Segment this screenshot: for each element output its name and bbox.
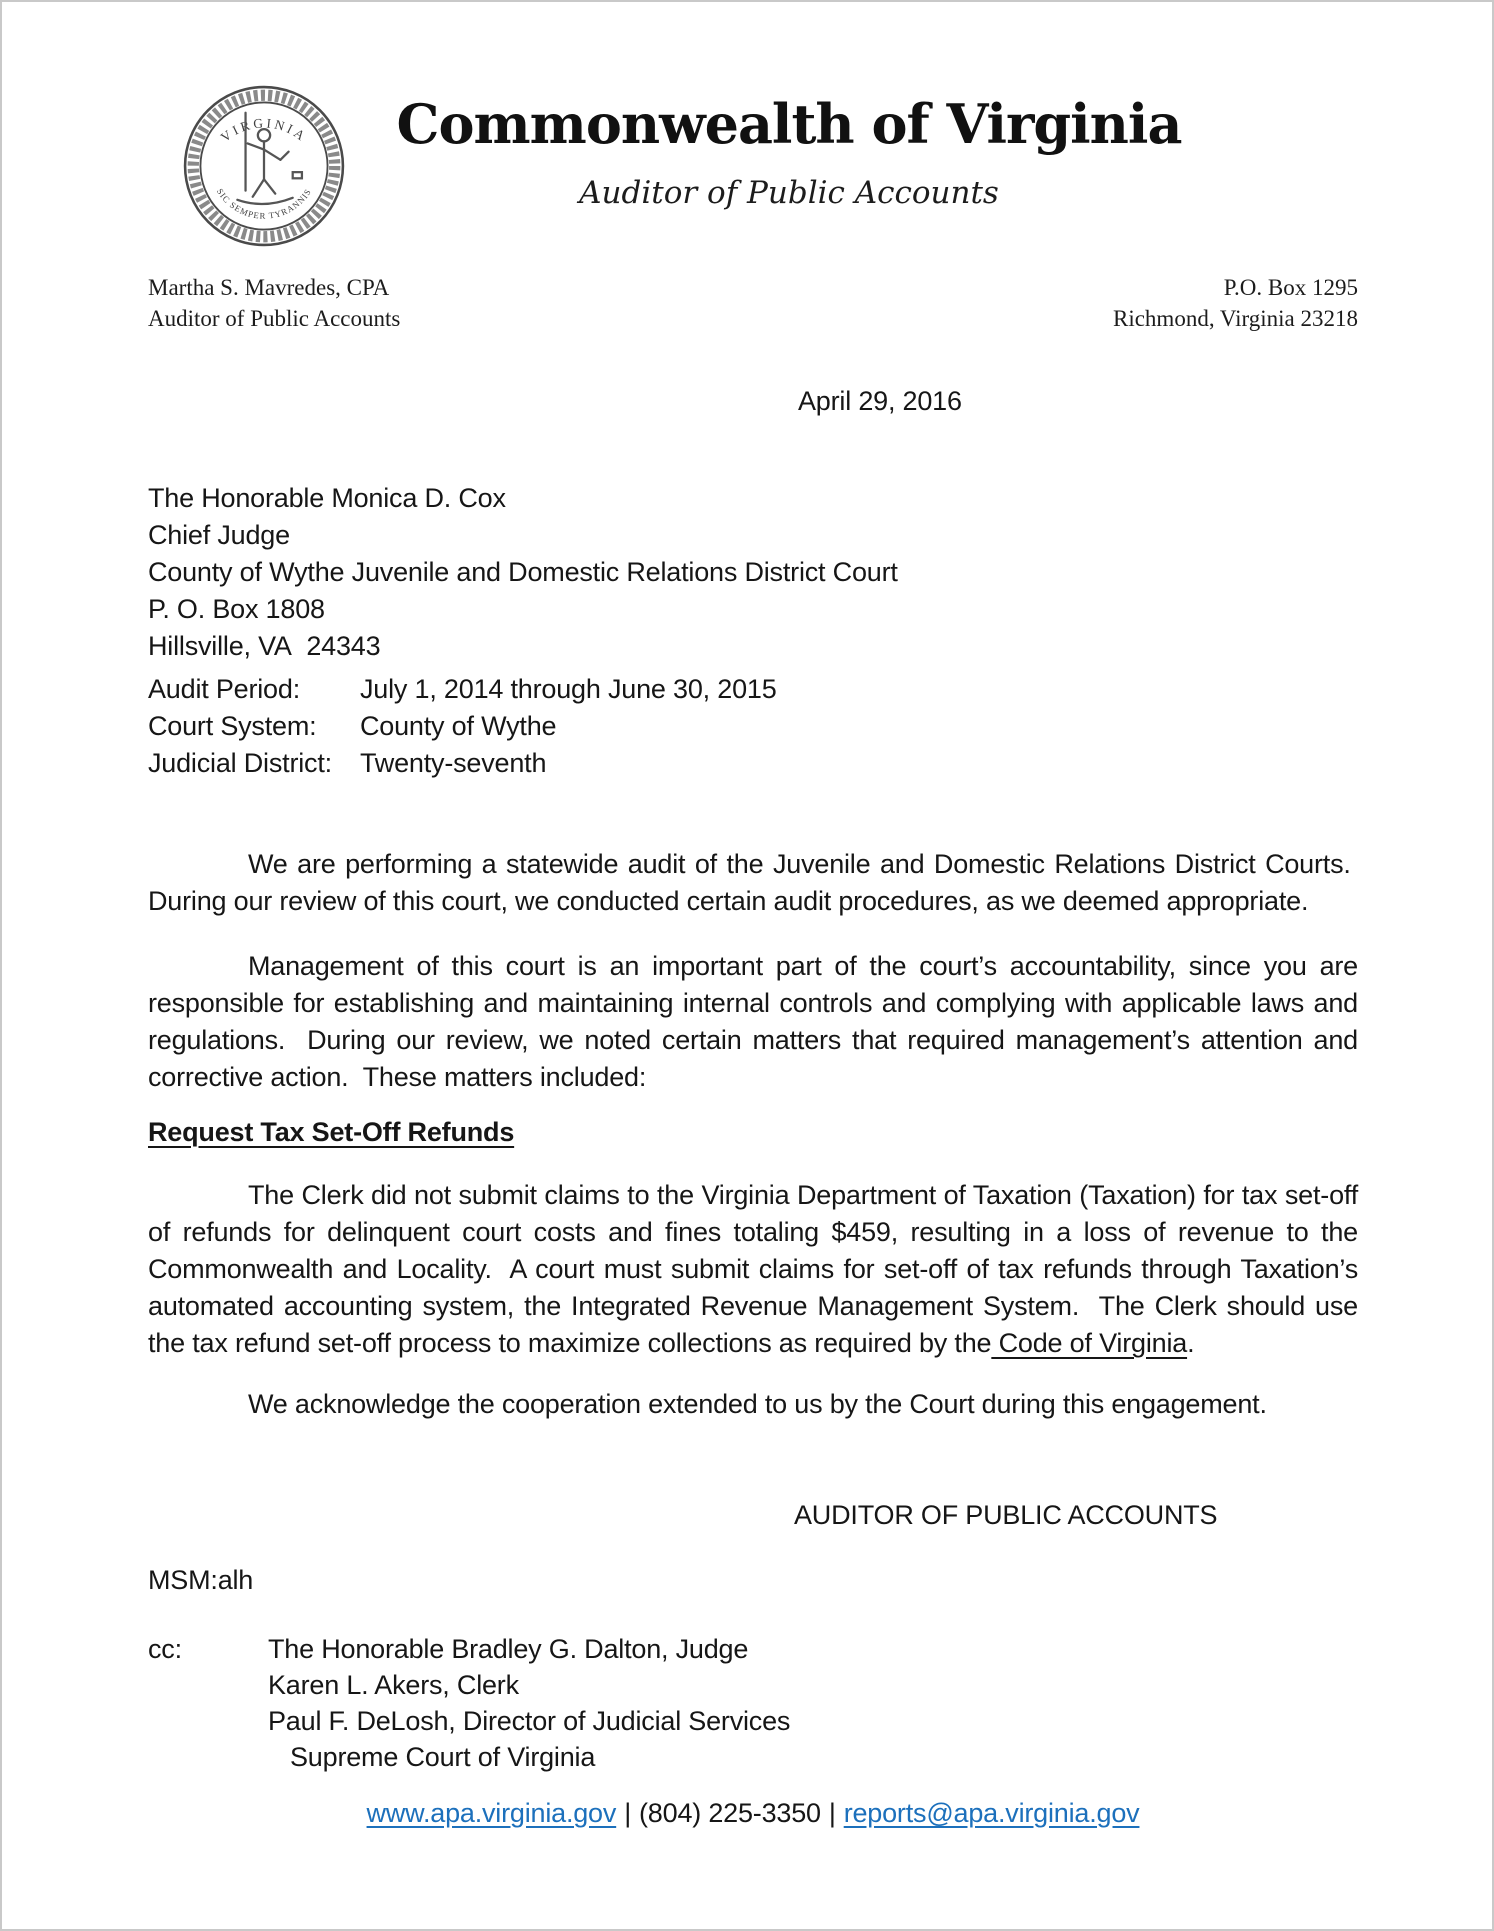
footer-separator: | — [828, 1798, 836, 1828]
letterhead-subtitle: Auditor of Public Accounts — [579, 175, 999, 211]
email-link[interactable]: reports@apa.virginia.gov — [843, 1798, 1140, 1828]
audit-info-table — [148, 671, 1358, 782]
recipient-name: The Honorable Monica D. Cox — [148, 483, 506, 513]
reference-initials: MSM:alh — [148, 1565, 254, 1595]
letterhead — [148, 2, 1358, 347]
audit-period-value: July 1, 2014 through June 30, 2015 — [360, 674, 777, 704]
recipient-title: Chief Judge — [148, 520, 290, 550]
recipient-block — [148, 480, 1358, 665]
cc-name: The Honorable Bradley G. Dalton, Judge — [268, 1634, 749, 1664]
footer-separator: | — [624, 1798, 632, 1828]
office-address-block — [1113, 272, 1358, 334]
paragraph-management: Management of this court is an important part of the court’s accountability, since you are responsible for establishing and maintaining internal controls and complying with applicable laws and regulations. During our review, we noted certain matters that required management’s attention and corrective action. These matters included: — [148, 951, 1358, 1092]
court-system-label: Court System: — [148, 711, 317, 741]
cc-name: Karen L. Akers, Clerk — [268, 1670, 519, 1700]
judicial-district-label: Judicial District: — [148, 748, 332, 778]
finding-text-after: . — [1187, 1328, 1195, 1358]
court-system-value: County of Wythe — [360, 711, 557, 741]
address-line-1: P.O. Box 1295 — [1223, 275, 1358, 300]
seal-top-text: VIRGINIA — [217, 115, 311, 145]
letterhead-title: Commonwealth of Virginia — [396, 92, 1182, 156]
auditor-title: Auditor of Public Accounts — [148, 306, 401, 331]
finding-text-before: The Clerk did not submit claims to the Virginia Department of Taxation (Taxation) for tax set-off of refunds for delinquent court costs and fines totaling $459, resulting in a loss of revenue to the Commonwealth and Locality. A court must submit claims for set-off of tax refunds through Taxation’s automated accounting system, the Integrated Revenue Management System. The Clerk should use the tax refund set-off process to maximize collections as required by the — [148, 1180, 1358, 1358]
seal-bottom-text: SIC SEMPER TYRANNIS — [214, 186, 314, 221]
cc-names — [268, 1631, 1358, 1775]
address-line-2: Richmond, Virginia 23218 — [1112, 306, 1358, 331]
signature-block: AUDITOR OF PUBLIC ACCOUNTS — [794, 1500, 1218, 1530]
code-of-virginia-reference: Code of Virginia — [991, 1328, 1188, 1358]
letter-date: April 29, 2016 — [798, 386, 962, 416]
recipient-city-state-zip: Hillsville, VA 24343 — [148, 631, 381, 661]
cc-name: Supreme Court of Virginia — [290, 1742, 596, 1772]
letterhead-titles — [148, 94, 1358, 212]
footer-contact-line — [148, 1795, 1358, 1832]
phone-number: (804) 225-3350 — [639, 1798, 821, 1828]
paragraph-finding — [148, 1177, 1358, 1362]
paragraph-statewide-audit: We are performing a statewide audit of the Juvenile and Domestic Relations District Courts. During our review of this court, we conducted certain audit procedures, as we deemed appropriate. — [148, 849, 1358, 916]
auditor-name: Martha S. Mavredes, CPA — [148, 275, 390, 300]
closing-paragraph: We acknowledge the cooperation extended to us by the Court during this engagement. — [248, 1389, 1267, 1419]
cc-block — [148, 1631, 1358, 1775]
auditor-contact-block — [148, 272, 400, 334]
cc-name: Paul F. DeLosh, Director of Judicial Services — [268, 1706, 791, 1736]
website-link[interactable]: www.apa.virginia.gov — [366, 1798, 617, 1828]
judicial-district-value: Twenty-seventh — [360, 748, 547, 778]
audit-period-label: Audit Period: — [148, 674, 300, 704]
finding-heading: Request Tax Set-Off Refunds — [148, 1117, 515, 1147]
cc-label: cc: — [148, 1634, 182, 1664]
recipient-court: County of Wythe Juvenile and Domestic Relations District Court — [148, 557, 898, 587]
recipient-po-box: P. O. Box 1808 — [148, 594, 325, 624]
